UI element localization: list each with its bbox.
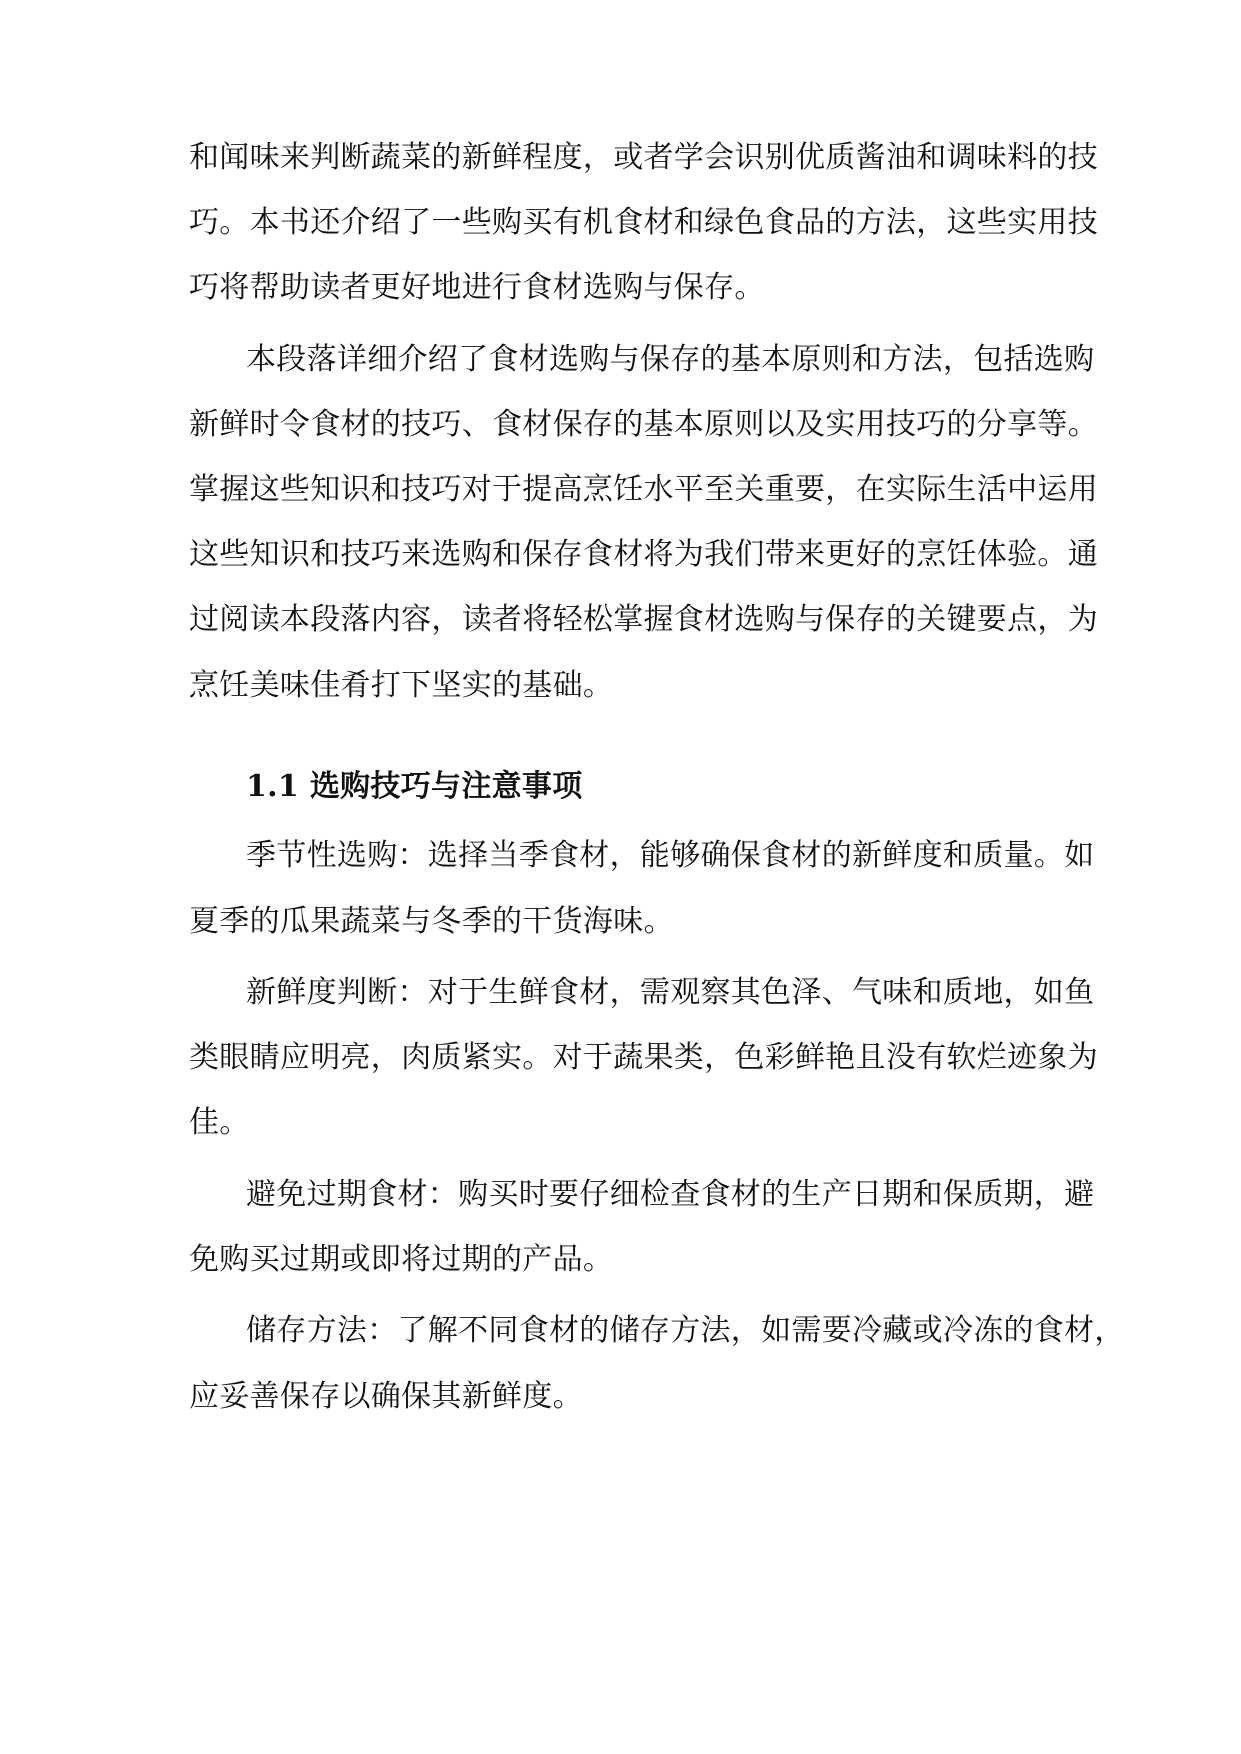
section-heading: 1.1 选购技巧与注意事项 [246,769,583,804]
paragraph-summary-line: 烹饪美味佳肴打下坚实的基础。 [189,668,614,703]
item-freshness-line: 佳。 [189,1105,250,1140]
item-storage-line: 储存方法：了解不同食材的储存方法，如需要冷藏或冷冻的食材， [246,1313,1125,1348]
paragraph-summary-line: 新鲜时令食材的技巧、食材保存的基本原则以及实用技巧的分享等。 [189,407,1098,442]
paragraph-intro-line: 巧将帮助读者更好地进行食材选购与保存。 [189,270,765,305]
paragraph-summary-line: 这些知识和技巧来选购和保存食材将为我们带来更好的烹饪体验。通 [189,537,1098,572]
item-seasonal-line: 夏季的瓜果蔬菜与冬季的干货海味。 [189,904,674,939]
item-storage-line: 应妥善保存以确保其新鲜度。 [189,1379,583,1414]
item-freshness-line: 新鲜度判断：对于生鲜食材，需观察其色泽、气味和质地，如鱼 [246,975,1095,1010]
item-freshness-line: 类眼睛应明亮，肉质紧实。对于蔬果类，色彩鲜艳且没有软烂迹象为 [189,1040,1098,1075]
item-expiry-line: 免购买过期或即将过期的产品。 [189,1242,614,1277]
item-expiry-line: 避免过期食材：购买时要仔细检查食材的生产日期和保质期，避 [246,1177,1095,1212]
paragraph-summary-line: 掌握这些知识和技巧对于提高烹饪水平至关重要，在实际生活中运用 [189,472,1098,507]
paragraph-intro-line: 和闻味来判断蔬菜的新鲜程度，或者学会识别优质酱油和调味料的技 [189,140,1098,175]
paragraph-summary-line: 过阅读本段落内容，读者将轻松掌握食材选购与保存的关键要点，为 [189,602,1098,637]
paragraph-summary-line: 本段落详细介绍了食材选购与保存的基本原则和方法，包括选购 [246,342,1095,377]
item-seasonal-line: 季节性选购：选择当季食材，能够确保食材的新鲜度和质量。如 [246,838,1095,873]
paragraph-intro-line: 巧。本书还介绍了一些购买有机食材和绿色食品的方法，这些实用技 [189,205,1098,240]
